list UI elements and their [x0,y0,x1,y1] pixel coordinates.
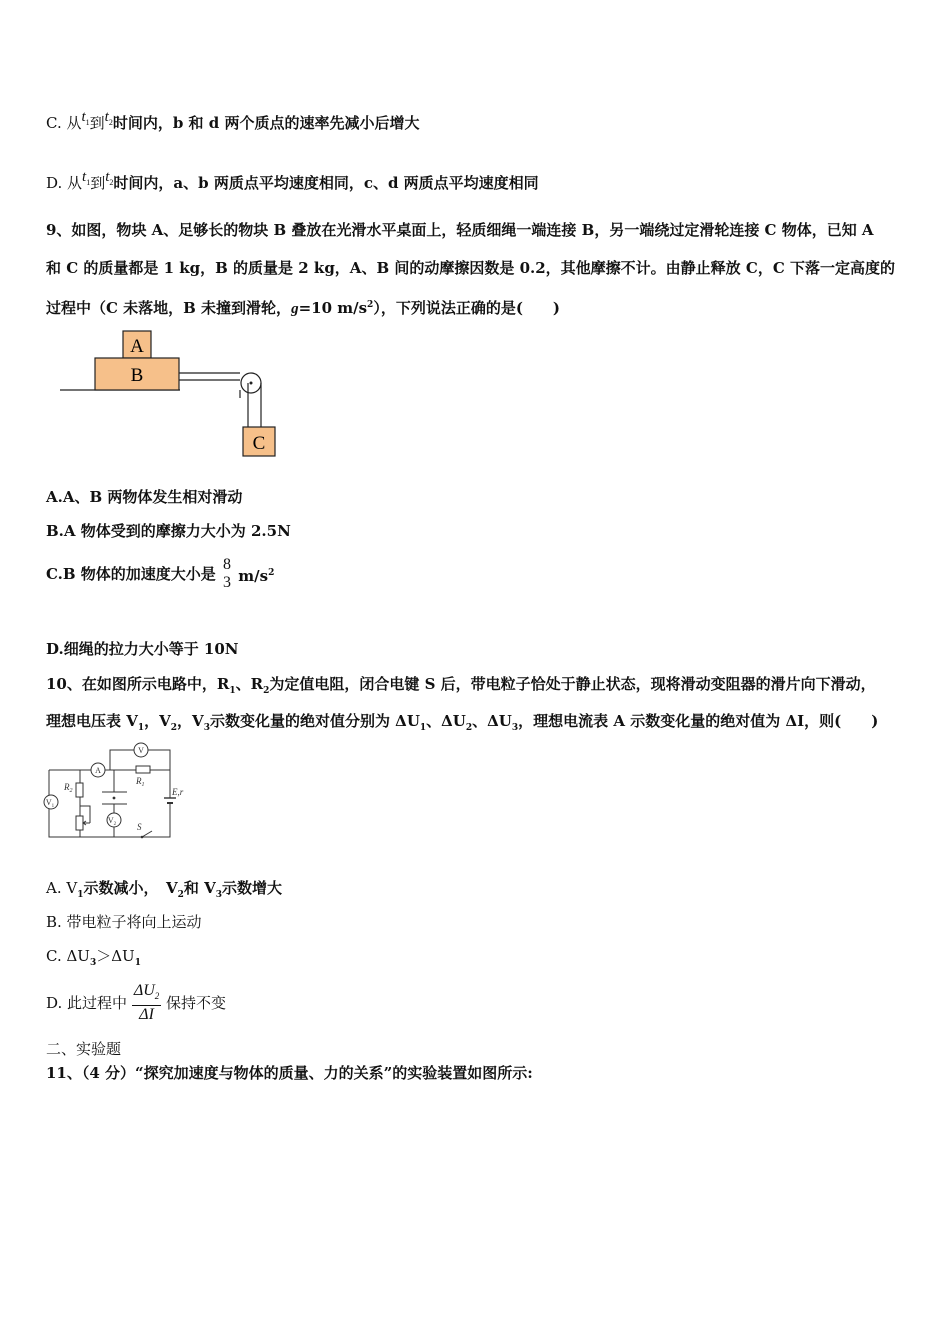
q10-option-a: A. $V_1$示数减小， $V_2$和 $V_3$示数增大 [46,879,283,900]
t1-symbol: $t_1$ [81,109,90,127]
block-b-label: B [130,365,144,386]
q10-option-c: C. $\Delta U_3>\Delta U_1$ [46,947,141,968]
rheostat [76,816,83,830]
q9-option-b: B.A 物体受到的摩擦力大小为 2.5N [46,522,291,540]
svg-text:V2: $V_2$ [107,816,117,827]
q10-option-d: D. 此过程中 $\frac{\Delta U_2}{\Delta I}$ 保持不变 [46,982,227,1024]
svg-text:R1: $R_1$ [136,776,145,788]
fraction-du2-di: $\frac{\Delta U_2}{\Delta I}$ [133,982,160,1024]
t2-symbol: $t_2$ [104,109,113,127]
q9-line-3: 过程中（C 未落地，B 未撞到滑轮，g=10 $m/s^2$），下列说法正确的是( ) [46,299,561,317]
resistor-r1 [136,766,150,773]
svg-text:E,r: E,r [172,787,184,797]
q11-line: 11、（4 分）“探究加速度与物体的质量、力的关系”的实验装置如图所示: [46,1064,533,1082]
q9-line-1: 9、如图，物块 A、足够长的物块 B 叠放在光滑水平桌面上，轻质细绳一端连接 B，另一端绕过定滑轮连接 C 物体，已知 A [46,221,874,239]
q10-circuit [42,740,192,840]
q9-line-2: 和 C 的质量都是 1 kg，B 的质量是 2 kg，A、B 间的动摩擦因数是 0.2，其他摩擦不计。由静止释放 C，C 下落一定高度的 [46,259,895,277]
q8-option-c: C. 从$t_1$到$t_2$时间内，b 和 d 两个质点的速率先减小后增大 [46,109,420,132]
svg-text:A: A [95,766,101,775]
svg-text:R2: $R_2$ [64,782,73,794]
block-c-label: C [252,433,266,454]
q9-option-d: D.细绳的拉力大小等于 10N [46,640,239,658]
q9-figure [56,328,282,460]
svg-text:S: S [137,822,142,832]
fraction-8-3: 8 3 [223,556,232,591]
t2-symbol: $t_2$ [105,169,114,187]
svg-text:V: V [138,746,144,755]
q10-line-2: 理想电压表 $V_1$，$V_2$，$V_3$示数变化量的绝对值分别为 $\Delta U_1$、$\Delta U_2$、$\Delta U_3$，理想电流表 A 示数变化量的绝对值为 ΔI，则( ) [46,712,879,733]
q10-option-b: B. 带电粒子将向上运动 [46,913,202,931]
svg-text:V1: $V_1$ [45,798,55,809]
q8-option-d: D. 从$t_1$到$t_2$时间内，a、b 两质点平均速度相同，c、d 两质点平均速度相同 [46,169,539,192]
t1-symbol: $t_1$ [82,169,91,187]
q9-option-a: A.A、B 两物体发生相对滑动 [46,488,243,506]
section-heading: 二、实验题 [46,1040,122,1058]
q10-line-1: 10、在如图所示电路中，$R_1$、$R_2$为定值电阻，闭合电键 S 后，带电粒子恰处于静止状态，现将滑动变阻器的滑片向下滑动， [46,675,876,696]
block-a-label: A [130,336,144,357]
resistor-r2 [76,783,83,797]
q9-option-c: C.B 物体的加速度大小是 8 3 $m/s^2$ [46,556,275,591]
